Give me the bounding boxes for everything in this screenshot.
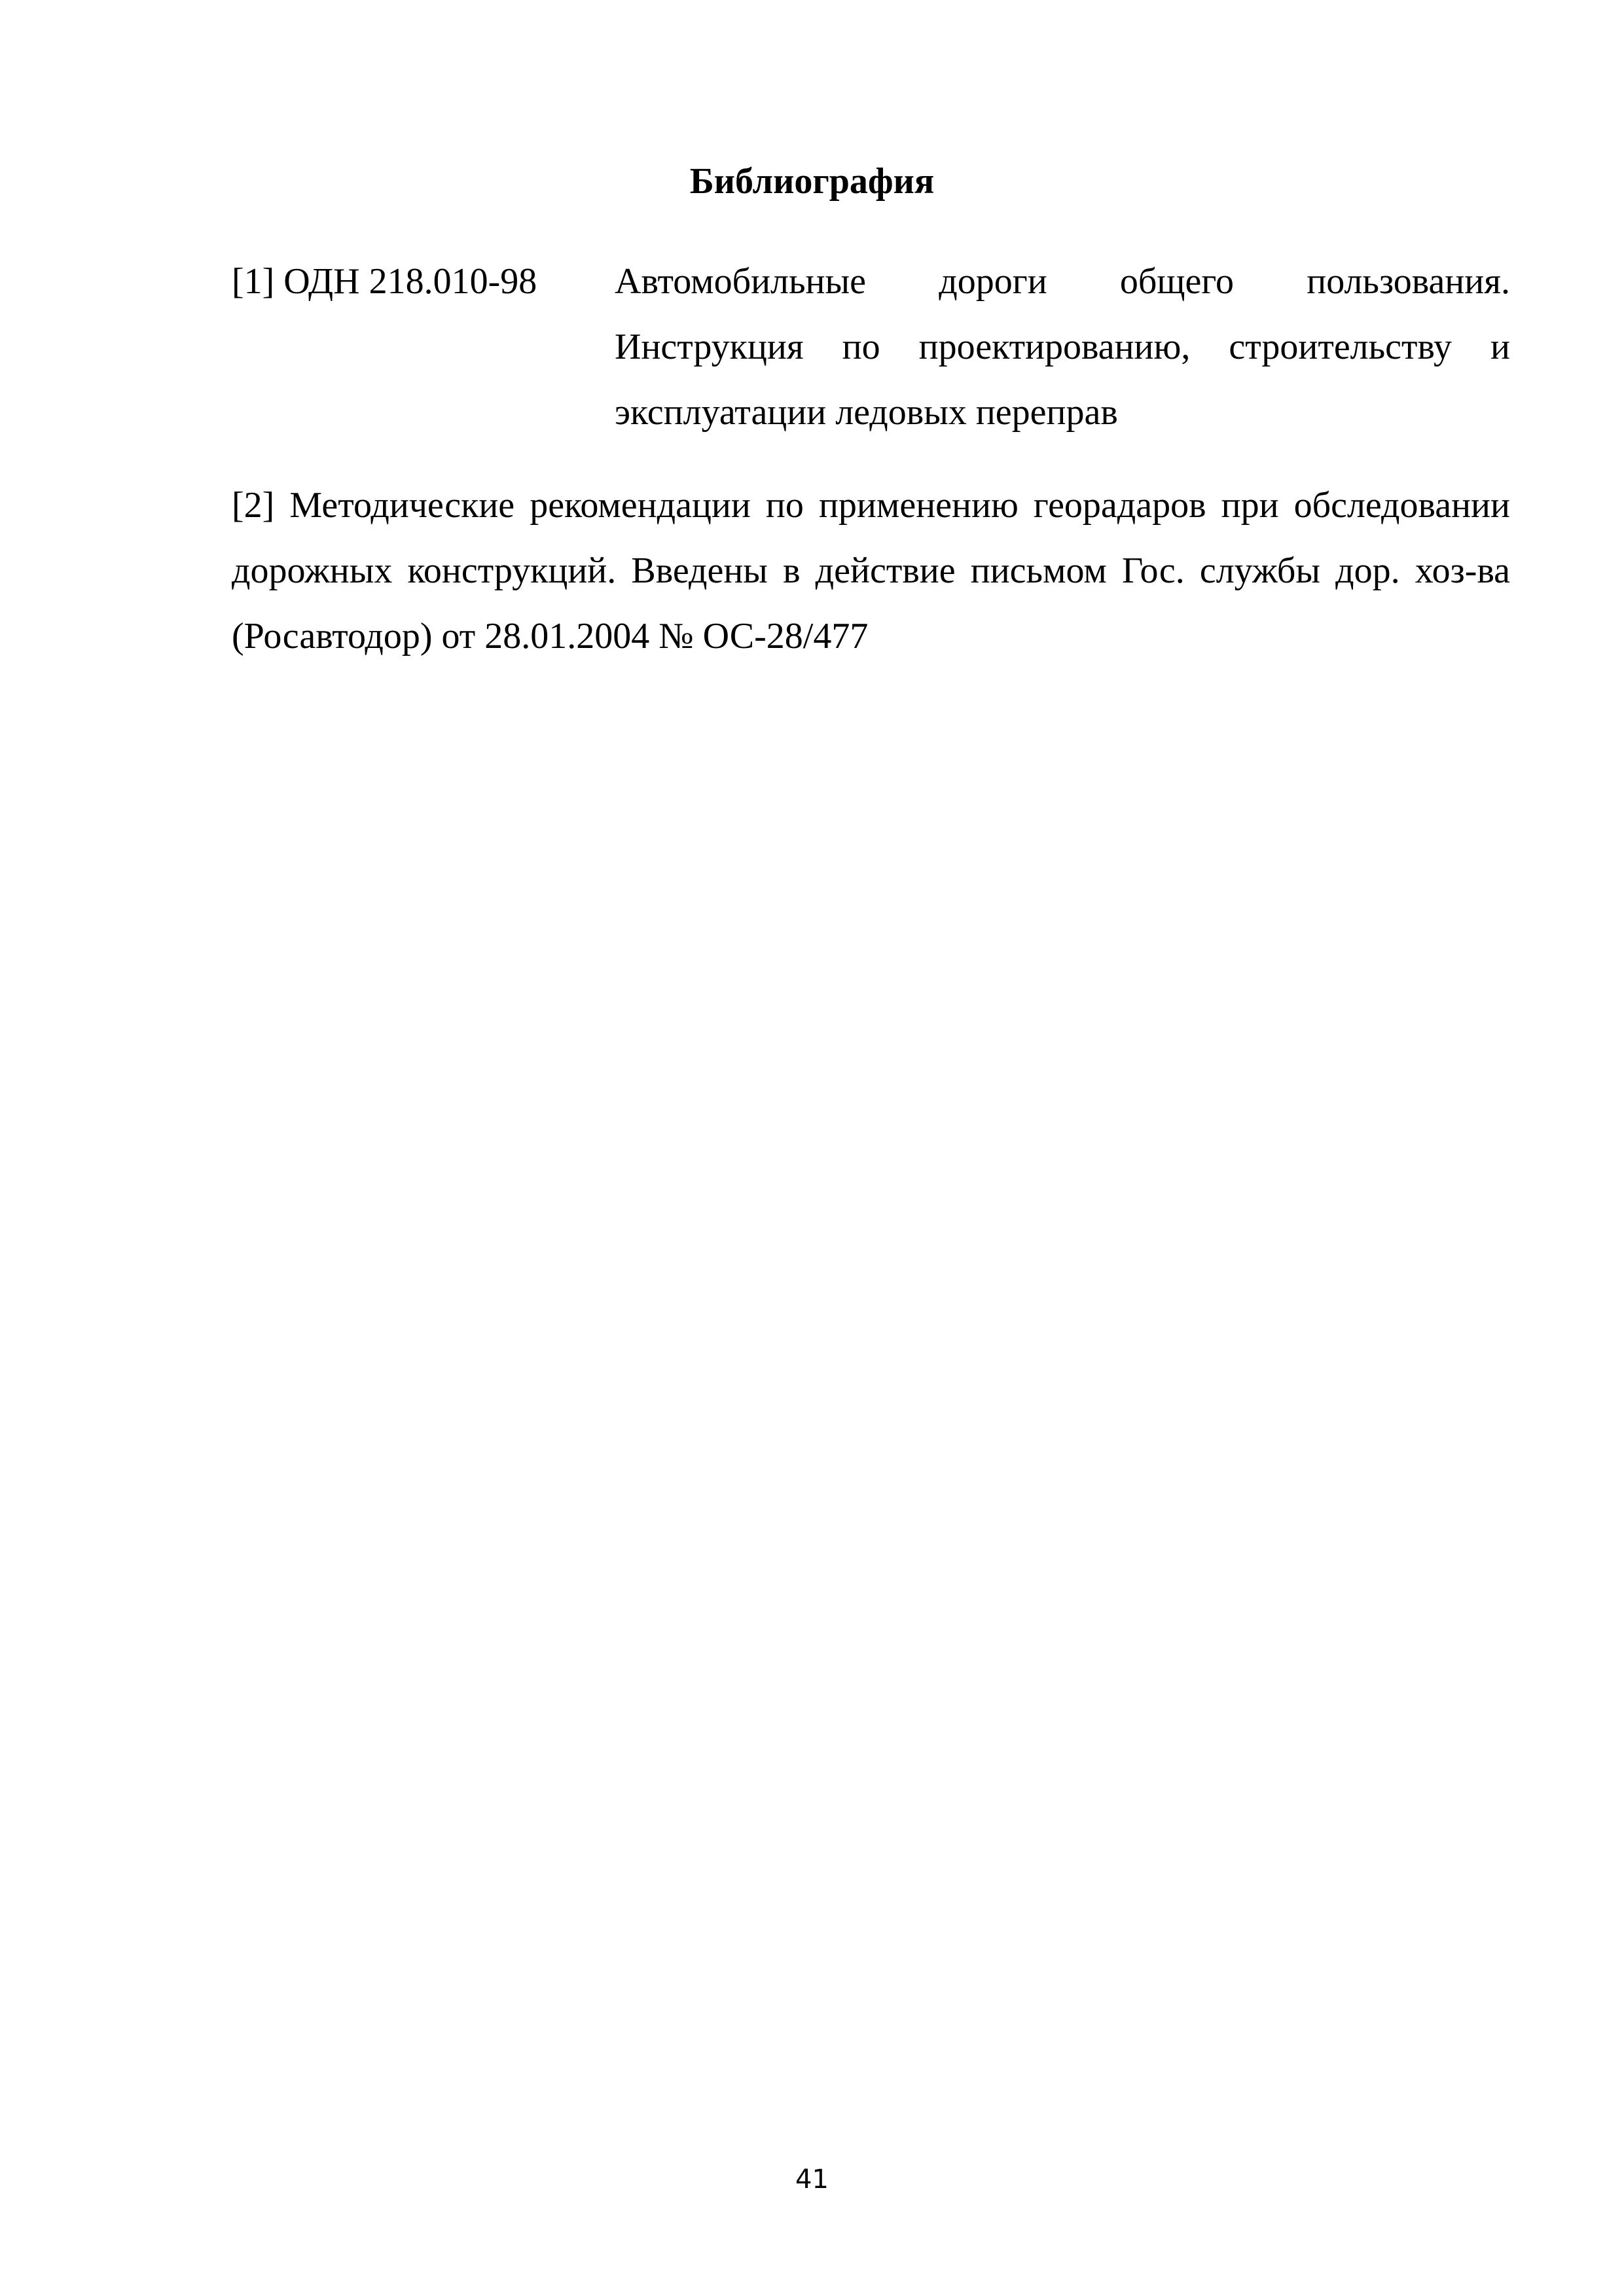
bibliography-entry-1 xyxy=(232,249,1510,445)
bibliography-entry-2: [2] Методические рекомендации по применению георадаров при обследовании дорожных конструкций. Введены в действие письмом Гос. службы дор. хоз-ва (Росавтодор) от 28.01.2004 № ОС-28/477 xyxy=(232,485,1510,656)
bibliography-entry-text: Автомобильные дороги общего пользования. Инструкция по проектированию, строительству и эксплуатации ледовых переправ xyxy=(615,261,1510,433)
page-number: 41 xyxy=(795,2164,829,2195)
bibliography-entry-label: [1] ОДН 218.010-98 xyxy=(232,261,537,302)
page-title: Библиография xyxy=(689,161,935,202)
